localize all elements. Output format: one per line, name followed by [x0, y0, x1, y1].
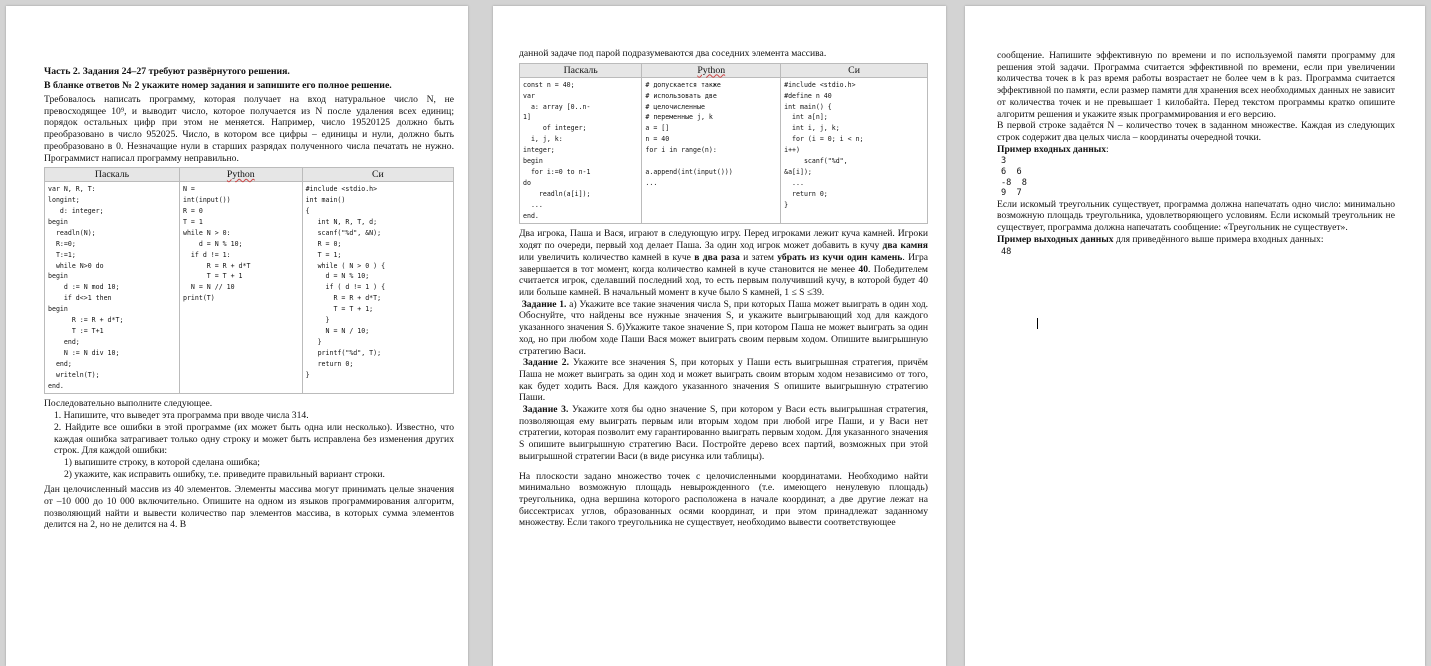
substep-1: 1) выпишите строку, в которой сделана ошибка; [64, 456, 260, 468]
pascal-code: const n = 40; var a: array [0..n- 1] of integer; i, j, k: integer; begin for i:=0 to n-1 do readln(a[i]); ... end. [523, 80, 591, 220]
col-header-python: Python [642, 63, 781, 77]
input-example-label: Пример входных данных: [997, 143, 1109, 155]
document-page-1 [6, 6, 468, 666]
task25-intro: Дан целочисленный массив из 40 элементов. Элементы массива могут принимать целые значения от –10 000 до 10 000 включительно. Опишите на одном из языков программирования алгоритм, позволяющий найти и вывести количество пар элементов массива, в которых сумма элементов делится на 2, но не делится на 4. В [44, 484, 454, 531]
substep-2: 2) укажите, как исправить ошибку, т.е. приведите правильный вариант строки. [64, 468, 385, 480]
task26-question-1: Задание 1. а) Укажите все такие значения числа S, при которых Паша может выиграть в один ход. Обоснуйте, что найдены все нужные значения S, и укажите выигрывающий ход для каждого указанного значения S. б)Укажите такое значение S, при котором Паша не может выиграть за один ход, но при любом ходе Паши Вася может выиграть своим первым ходом. Опишите выигрышную стратегию Васи. [519, 298, 928, 357]
python-code: N = int(input()) R = 0 T = 1 while N > 0: d = N % 10; if d != 1: R = R + d*T T = T + 1 N = N // 10 print(T) [182, 185, 251, 303]
step-1: 1. Напишите, что выведет эта программа при вводе числа 314. [54, 410, 309, 422]
input-format: В первой строке задаётся N – количество точек в заданном множестве. Каждая из следующих строк содержит два целых числа – координаты очередной точки. [997, 120, 1395, 143]
document-page-2 [493, 6, 946, 666]
c-code: #include <stdio.h> #define n 40 int main() { int a[n]; int i, j, k; for (i = 0; i < n; i++) scanf("%d", &a[i]); ... return 0; } [784, 80, 864, 209]
col-header-c: Си [302, 168, 453, 182]
code-table-task24 [44, 167, 454, 394]
col-header-pascal: Паскаль [520, 63, 642, 77]
sequence-intro: Последовательно выполните следующее. [44, 398, 213, 410]
part2-heading: Часть 2. Задания 24–27 требуют развёрнутого решения. [44, 66, 290, 77]
output-example-data: 48 [1001, 246, 1012, 257]
col-header-c: Си [781, 63, 928, 77]
task27-efficiency: сообщение. Напишите эффективную по времени и по используемой памяти программу для решения этой задачи. Программа считается эффективной по времени, если при увеличении количества точек в k раз время работы возрастает не более чем в k раз. Программа считается эффективной по памяти, если размер памяти для хранения всех необходимых данных не зависит от количества точек и не превышает 1 килобайта. Перед текстом программы кратко опишите алгоритм решения и укажите язык программирования и его версию. [997, 50, 1395, 120]
task27-intro: На плоскости задано множество точек с целочисленными координатами. Необходимо найти минимально возможную площадь невырожденного (т.е. имеющего ненулевую площадь) треугольника, одна вершина которого расположена в начале координат, а две другие лежат на биссектрисах углов, образованных осями координат, и при этом принадлежат заданному множеству. Если такого треугольника не существует, необходимо вывести соответствующее [519, 470, 928, 529]
document-page-3 [965, 6, 1425, 666]
python-code: # допускается также # использовать две # целочисленные # переменные j, k a = [] n = 40 for i in range(n): a.append(int(input())) ... [645, 80, 733, 187]
code-table-task25 [519, 63, 928, 225]
task26-question-2: Задание 2. Укажите все значения S, при которых у Паши есть выигрышная стратегия, причём Паша не может выиграть за один ход и может выиграть своим вторым ходом независимо от того, как будет ходить Вася. Для каждого указанного значения S опишите выигрышную стратегию Паши. [519, 357, 929, 404]
col-header-pascal: Паскаль [45, 168, 180, 182]
pair-definition: данной задаче под парой подразумеваются два соседних элемента массива. [519, 48, 827, 59]
text-cursor [1037, 318, 1038, 329]
task24-intro: Требовалось написать программу, которая получает на вход натуральное число N, не превосходящее 10⁹, и выводит число, которое получается из N после удаления всех единиц; порядок остальных цифр при этом не меняется. Например, число 19520125 должно быть преобразовано в число 952025. Число, в котором все цифры – единицы и нули, должно быть преобразовано в 0. Незначащие нули в старших разрядах полученного числа печатать не нужно. Программист написал программу неправильно. [44, 94, 454, 164]
step-2: 2. Найдите все ошибки в этой программе (их может быть одна или несколько). Известно, что каждая ошибка затрагивает только одну строку и может быть исправлена без изменения других строк. Для каждой ошибки: [54, 421, 454, 457]
input-example-data: 3 6 6 -8 8 9 7 [1001, 156, 1027, 199]
instructions-heading: В бланке ответов № 2 укажите номер задания и запишите его полное решение. [44, 80, 392, 91]
output-example-label: Пример выходных данных для приведённого выше примера входных данных: [997, 233, 1324, 245]
pascal-code: var N, R, T: longint; d: integer; begin readln(N); R:=0; T:=1; while N>0 do begin d := N mod 10; if d<>1 then begin R := R + d*T; T := T+1 end; N := N div 10; end; writeln(T); end. [48, 185, 124, 390]
col-header-python: Python [179, 168, 302, 182]
game-description: Два игрока, Паша и Вася, играют в следующую игру. Перед игроками лежит куча камней. Игроки ходят по очереди, первый ход делает Паша. За один ход игрок может добавить в кучу два камня или увеличить количество камней в куче в два раза и затем убрать из кучи один камень. Игра завершается в тот момент, когда количество камней в куче становится не менее 40. Победителем считается игрок, сделавший последний ход, то есть первым получивший кучу, в которой будет 40 или больше камней. В начальный момент в куче было S камней, 1 ≤ S ≤39. [519, 228, 928, 298]
output-format: Если искомый треугольник существует, программа должна напечатать одно число: минимально возможную площадь треугольника, удовлетворяющего условиям. Если искомый треугольник не существует, программа должна напечатать сообщение: «Треугольник не существует». [997, 198, 1395, 234]
c-code: #include <stdio.h> int main() { int N, R, T, d; scanf("%d", &N); R = 0; T = 1; while ( N > 0 ) { d = N % 10; if ( d != 1 ) { R = R + d*T; T = T + 1; } N = N / 10; } printf("%d", T); return 0; } [305, 185, 386, 379]
task26-question-3: Задание 3. Укажите хотя бы одно значение S, при котором у Васи есть выигрышная стратегия, позволяющая ему выиграть первым или вторым ходом при любой игре Паши, и у Васи нет стратегии, которая позволит ему гарантированно выиграть первым ходом. Для указанного значения S опишите выигрышную стратегию Васи. Постройте дерево всех партий, возможных при этой выигрышной стратегии Васи (в виде рисунка или таблицы). [519, 404, 929, 462]
